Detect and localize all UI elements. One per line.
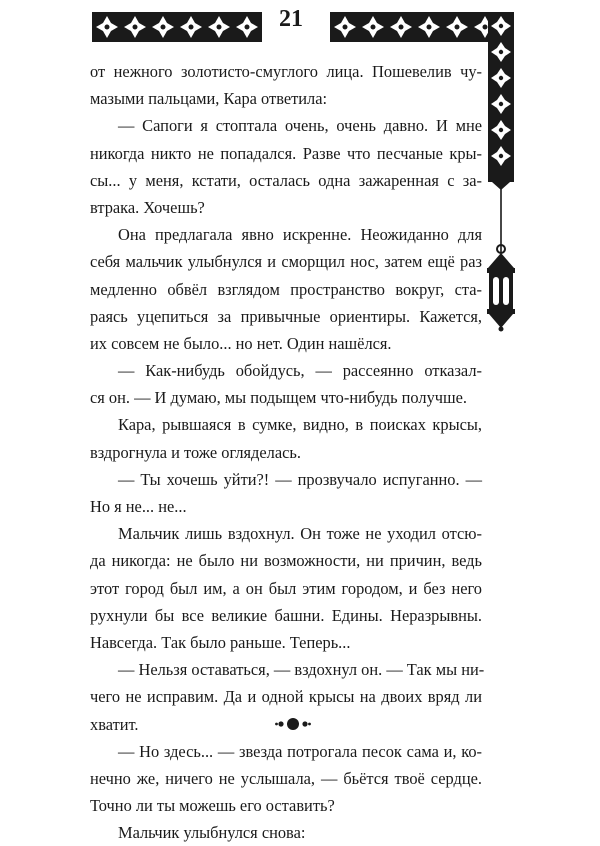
text-line: хватит.: [90, 714, 139, 734]
text-line: нечно же, ничего не услышала, — бьётся твоё сердце.: [90, 768, 482, 788]
text-line: Мальчик улыбнулся снова:: [118, 823, 306, 843]
page-number: 21: [279, 6, 303, 32]
text-line: их совсем не было... но нет. Один нашёлся.: [90, 333, 392, 353]
text-line: Точно ли ты можешь его оставить?: [90, 796, 335, 816]
text-line: чего не исправим. Да и одной крысы на двоих вряд ли: [90, 687, 482, 707]
right-vertical-ornament-column: [488, 12, 514, 190]
left-header-ornament-band: [92, 12, 262, 42]
right-header-ornament-band: [330, 12, 514, 42]
text-line: да никогда: не было ни возможности, ни причин, ведь: [90, 551, 482, 571]
text-line: мазыми пальцами, Кара ответила:: [90, 89, 328, 109]
text-line: — Ты хочешь уйти?! — прозвучало испуганно. —: [118, 469, 482, 489]
text-line: никогда никто не попадался. Разве что песчаные кры-: [90, 143, 482, 163]
text-line: этот город был им, а он был этим городом, и без него: [90, 578, 482, 598]
text-line: медленно обвёл взглядом пространство вокруг, ста-: [90, 279, 482, 299]
text-line: рухнули бы все великие башни. Едины. Неразрывны.: [90, 605, 482, 625]
text-line: Но я не... не...: [90, 497, 187, 516]
text-line: — Как-нибудь обойдусь, — рассеянно отказал-: [118, 361, 482, 381]
text-line: себя мальчик улыбнулся и сморщил нос, затем ещё раз: [90, 252, 482, 272]
lantern-chain: [499, 188, 503, 252]
text-line: вздрогнула и тоже огляделась.: [90, 442, 301, 462]
text-line: — Но здесь... — звезда потрогала песок сама и, ко-: [118, 741, 482, 761]
text-line: Мальчик лишь вздохнул. Он тоже не уходил отсю-: [118, 524, 482, 544]
lantern-icon: [484, 244, 518, 332]
text-line: ся он. — И думаю, мы подыщем что-нибудь получше.: [90, 388, 468, 408]
text-line: Навсегда. Так было раньше. Теперь...: [90, 632, 351, 652]
text-line: сы... у меня, кстати, осталась одна зажаренная с за-: [90, 170, 482, 190]
text-line: втрака. Хочешь?: [90, 197, 205, 217]
text-line: Она предлагала явно искренне. Неожиданно для: [118, 225, 482, 245]
text-line: — Нельзя оставаться, — вздохнул он. — Так мы ни-: [118, 660, 485, 680]
text-line: Кара, рывшаяся в сумке, видно, в поисках крысы,: [118, 415, 482, 435]
text-line: раясь уцепиться за привычные ориентиры. Кажется,: [90, 306, 482, 326]
text-line: от нежного золотисто-смуглого лица. Пошевелив чу-: [90, 62, 482, 81]
bottom-fleuron-icon: [275, 716, 311, 732]
text-line: — Сапоги я стоптала очень, очень давно. И мне: [118, 116, 482, 136]
